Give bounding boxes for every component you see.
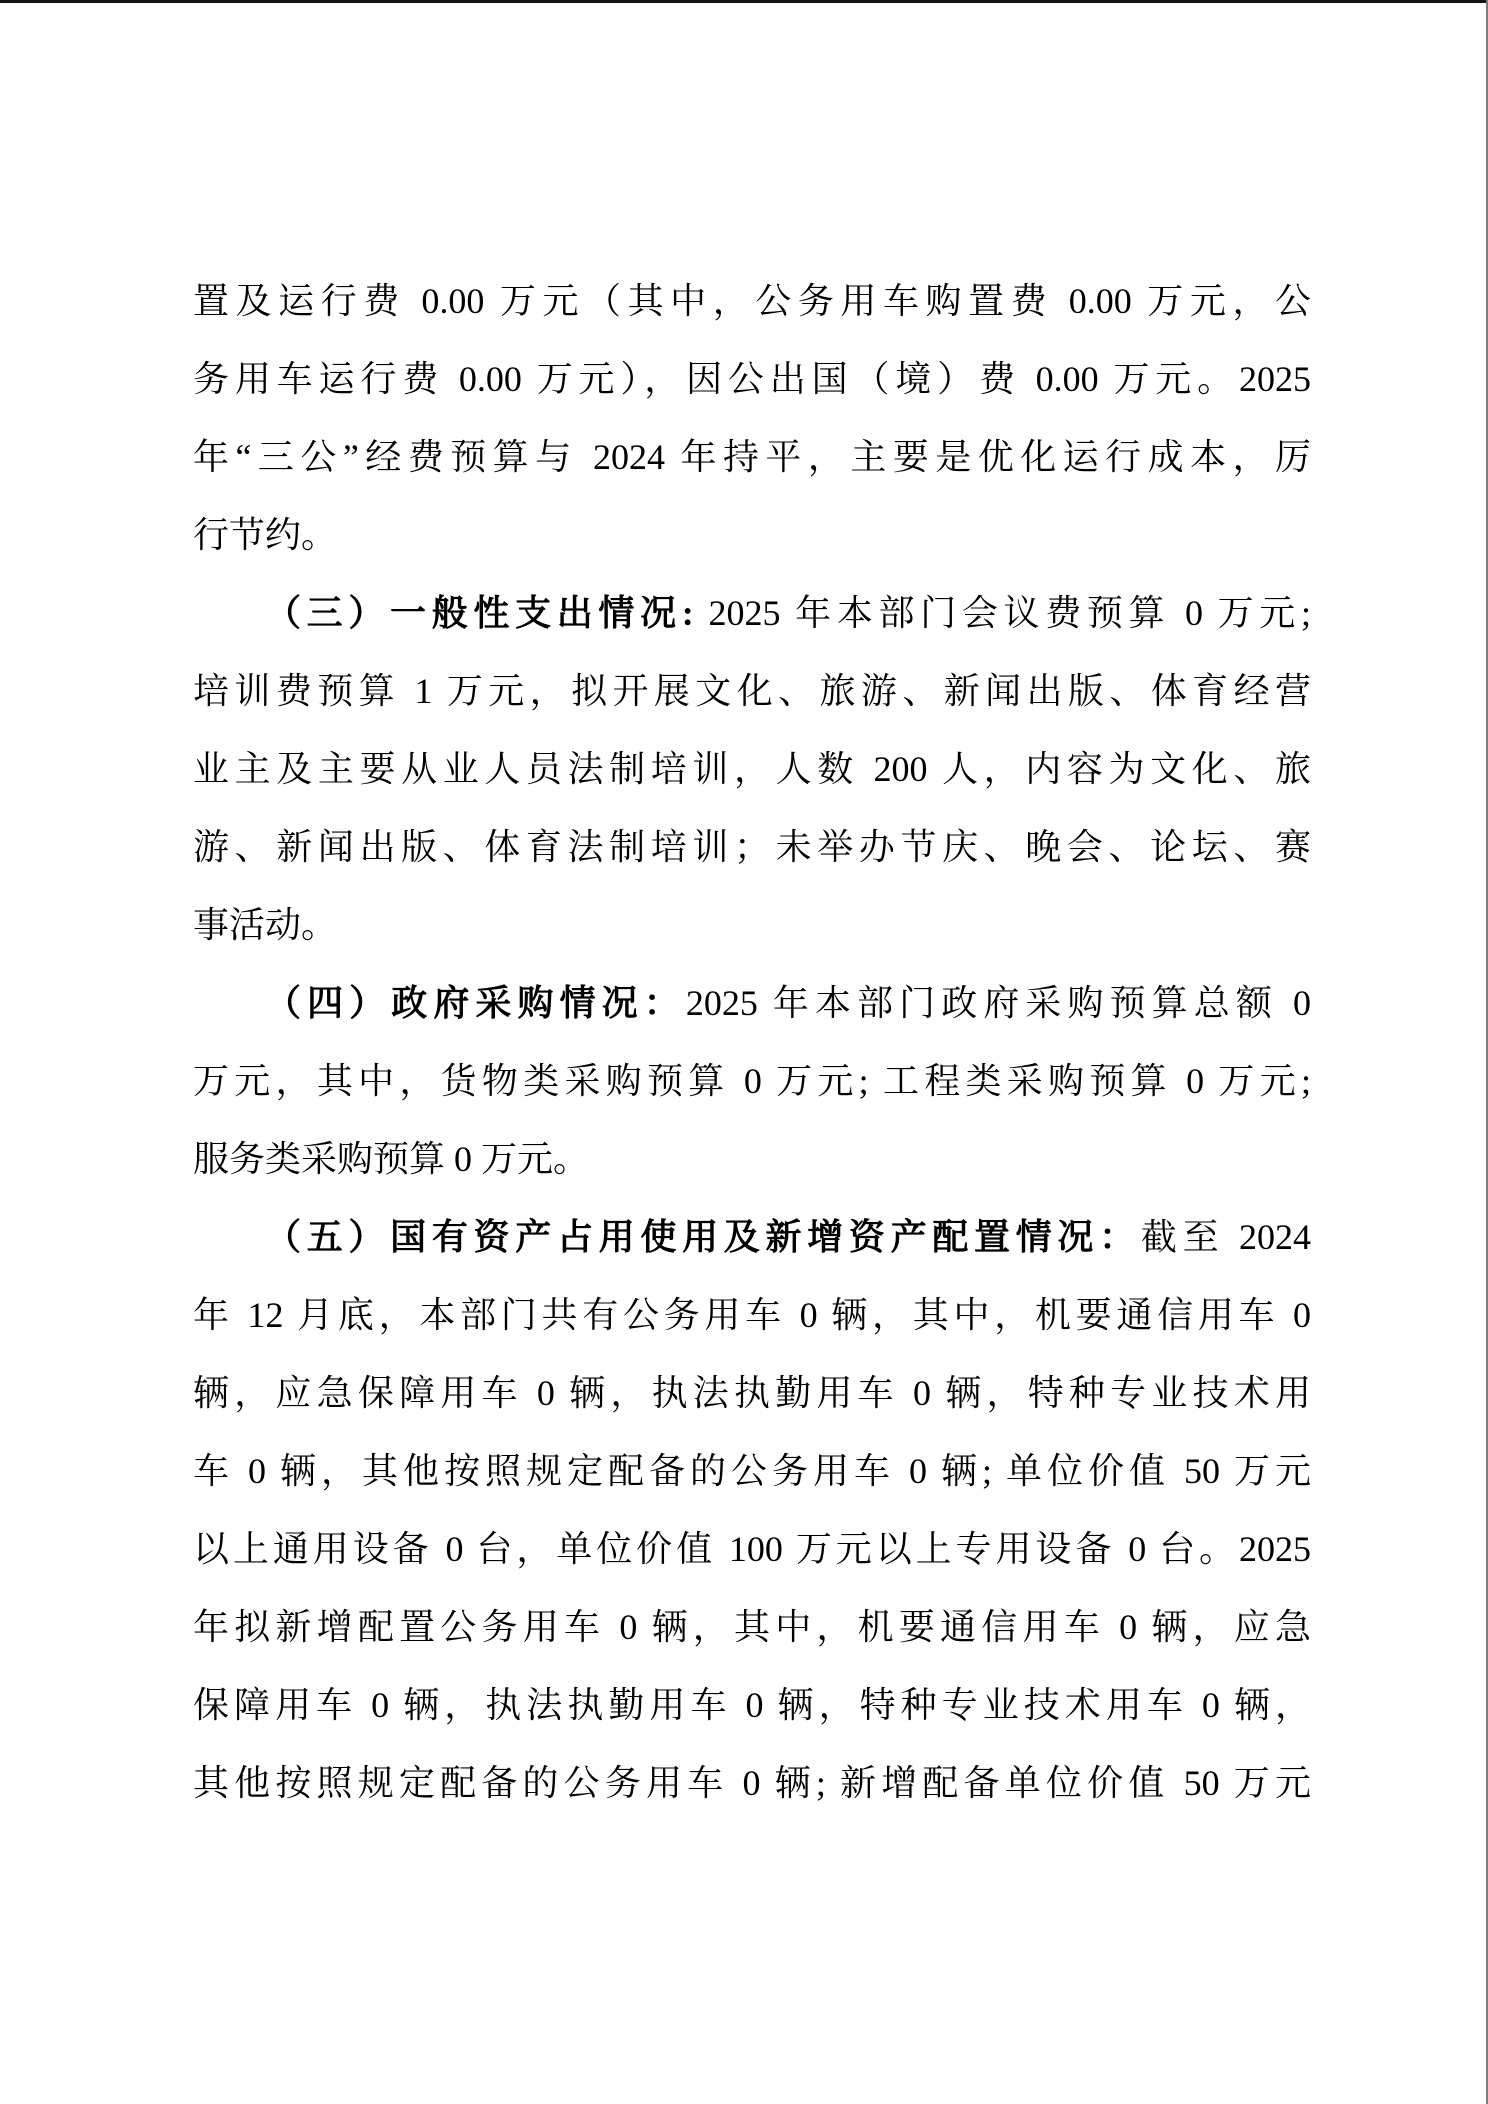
text-line: 车 0 辆，其他按照规定配备的公务用车 0 辆; 单位价值 50 万元 [193, 1451, 1311, 1491]
text-line: 以上通用设备 0 台，单位价值 100 万元以上专用设备 0 台。2025 [193, 1529, 1311, 1569]
section-line-state-assets [193, 1198, 1311, 1276]
section-heading-general-expenditure: （三）一般性支出情况: [265, 593, 694, 633]
section-line-general-expenditure [193, 574, 1311, 652]
text-line: 年 12 月底，本部门共有公务用车 0 辆，其中，机要通信用车 0 [193, 1295, 1311, 1335]
text-line: 年“三公”经费预算与 2024 年持平，主要是优化运行成本，厉 [193, 437, 1311, 477]
section-line-government-procurement [193, 964, 1311, 1042]
text-line: 其他按照规定配备的公务用车 0 辆; 新增配备单位价值 50 万元 [193, 1763, 1311, 1803]
text-line: 万元，其中，货物类采购预算 0 万元; 工程类采购预算 0 万元; [193, 1061, 1311, 1101]
section-body-text: 截至 2024 [1140, 1217, 1311, 1257]
section-heading-government-procurement: （四）政府采购情况： [265, 983, 686, 1023]
section-body-text: 2025 年本部门会议费预算 0 万元; [693, 593, 1311, 633]
text-line: 务用车运行费 0.00 万元），因公出国（境）费 0.00 万元。2025 [193, 359, 1311, 399]
document-body [193, 262, 1311, 1822]
section-body-text: 2025 年本部门政府采购预算总额 0 [685, 983, 1311, 1023]
text-line: 业主及主要从业人员法制培训，人数 200 人，内容为文化、旅 [193, 749, 1311, 789]
text-line: 置及运行费 0.00 万元（其中，公务用车购置费 0.00 万元，公 [193, 281, 1311, 321]
text-line: 辆，应急保障用车 0 辆，执法执勤用车 0 辆，特种专业技术用 [193, 1373, 1311, 1413]
text-line: 年拟新增配置公务用车 0 辆，其中，机要通信用车 0 辆，应急 [193, 1607, 1311, 1647]
text-line: 服务类采购预算 0 万元。 [193, 1139, 590, 1179]
text-line: 事活动。 [193, 905, 338, 945]
text-line: 培训费预算 1 万元，拟开展文化、旅游、新闻出版、体育经营 [193, 671, 1311, 711]
page-top-edge [0, 0, 1488, 3]
section-heading-state-assets: （五）国有资产占用使用及新增资产配置情况： [265, 1217, 1141, 1257]
text-line: 保障用车 0 辆，执法执勤用车 0 辆，特种专业技术用车 0 辆， [193, 1685, 1311, 1725]
text-line: 行节约。 [193, 515, 338, 555]
text-line: 游、新闻出版、体育法制培训；未举办节庆、晚会、论坛、赛 [193, 827, 1311, 867]
